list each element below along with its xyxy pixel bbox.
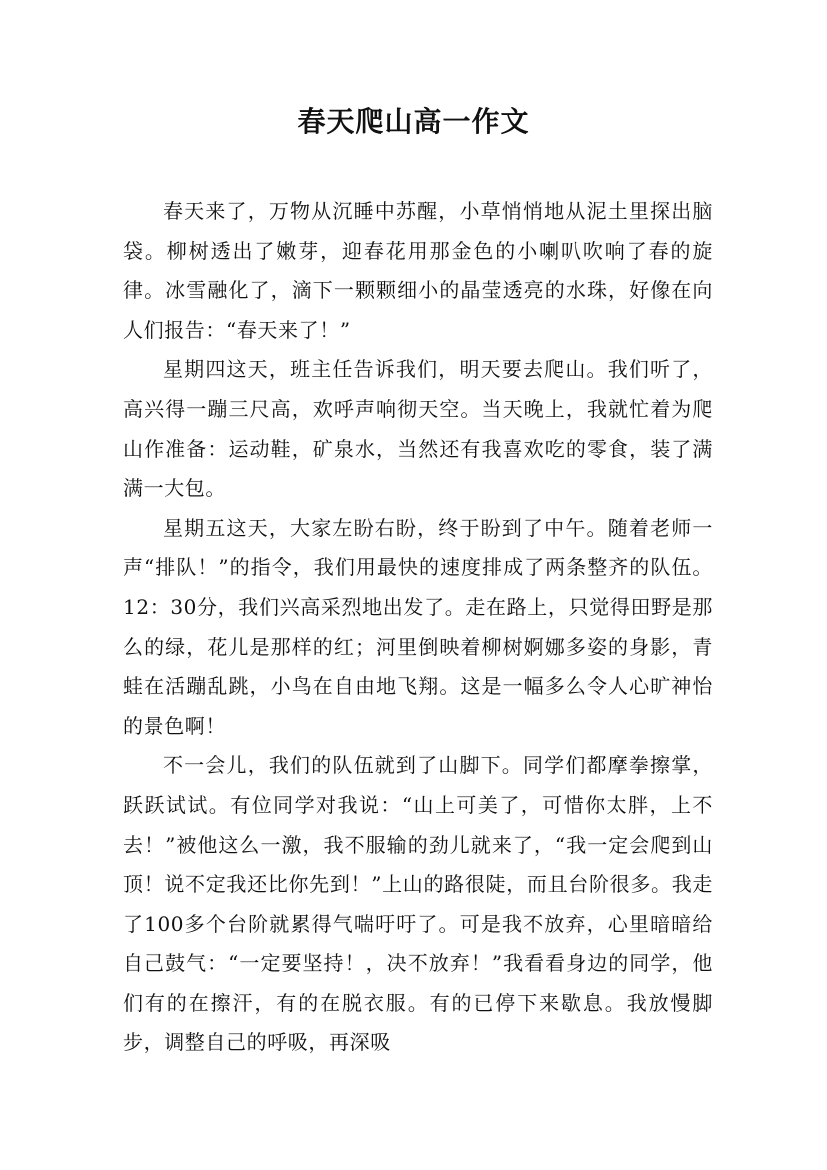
paragraph-2: 星期四这天，班主任告诉我们，明天要去爬山。我们听了，高兴得一蹦三尺高，欢呼声响彻天空。当天晚上，我就忙着为爬山作准备：运动鞋，矿泉水，当然还有我喜欢吃的零食，装了满满一大包。 <box>123 357 713 501</box>
paragraph-1: 春天来了，万物从沉睡中苏醒，小草悄悄地从泥土里探出脑袋。柳树透出了嫩芽，迎春花用那金色的小喇叭吹响了春的旋律。冰雪融化了，滴下一颗颗细小的晶莹透亮的水珠，好像在向人们报告：“春天来了！” <box>123 199 713 342</box>
paragraph-4: 不一会儿，我们的队伍就到了山脚下。同学们都摩拳擦掌，跃跃试试。有位同学对我说：“山上可美了，可惜你太胖，上不去！”被他这么一激，我不服输的劲儿就来了，“我一定会爬到山顶！说不定我还比你先到！”上山的路很陡，而且台阶很多。我走了100多个台阶就累得气喘吁吁了。可是我不放弃，心里暗暗给自己鼓气：“一定要坚持！，决不放弃！”我看看身边的同学，他们有的在擦汗，有的在脱衣服。有的已停下来歇息。我放慢脚步，调整自己的呼吸，再深吸 <box>123 753 713 1055</box>
paragraph-3: 星期五这天，大家左盼右盼，终于盼到了中午。随着老师一声“排队！”的指令，我们用最快的速度排成了两条整齐的队伍。12：30分，我们兴高采烈地出发了。走在路上，只觉得田野是那么的绿，花儿是那样的红；河里倒映着柳树婀娜多姿的身影，青蛙在活蹦乱跳，小鸟在自由地飞翔。这是一幅多么令人心旷神怡的景色啊！ <box>123 515 713 738</box>
document-title: 春天爬山高一作文 <box>297 105 530 138</box>
document-body <box>123 192 713 1063</box>
